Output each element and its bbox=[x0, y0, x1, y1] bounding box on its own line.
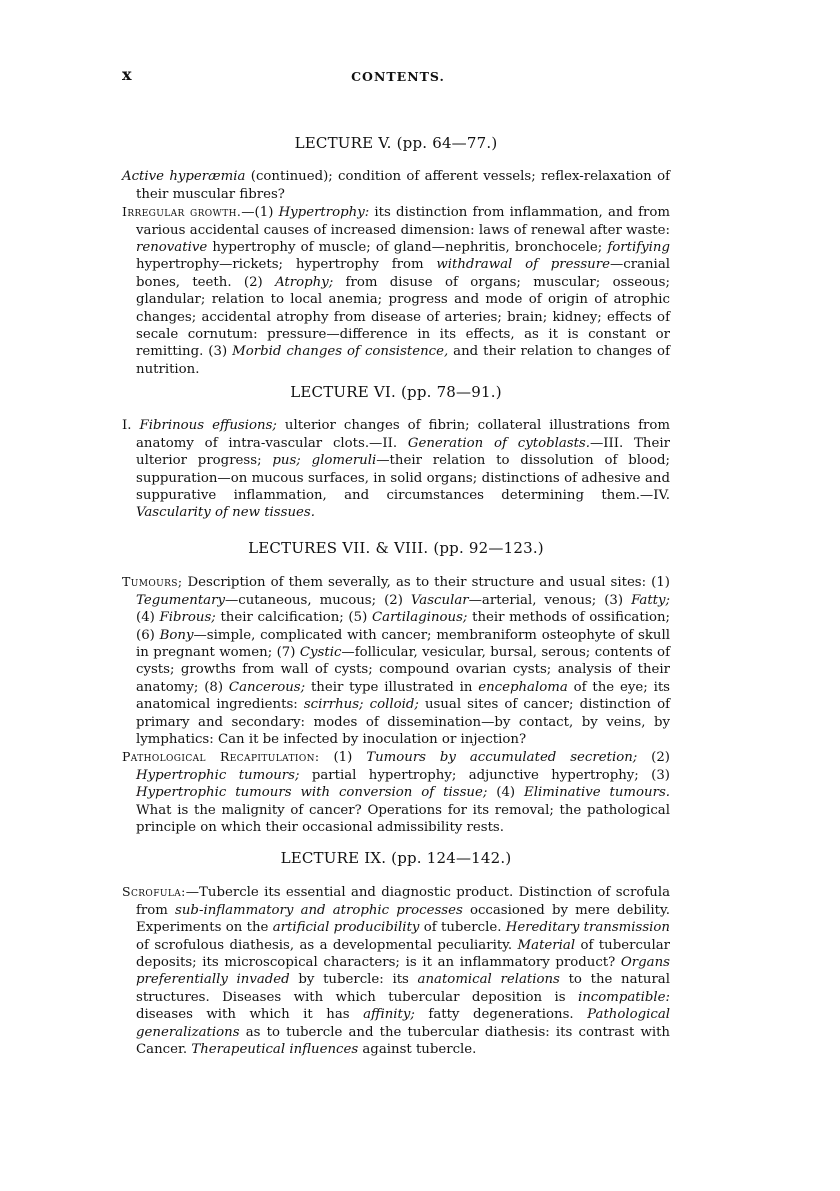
lecture-vii-viii bbox=[122, 540, 670, 837]
italic-text: scirrhus; colloid; bbox=[303, 697, 419, 713]
entry-text: its distinction from inflammation, and from various accidental causes of increased dimension: laws of renewal after waste: bbox=[136, 205, 671, 238]
entry-text: —III. Their ulterior progress; bbox=[136, 435, 670, 469]
lecture-heading: LECTURES VII. & VIII. (pp. 92—123.) bbox=[248, 539, 544, 557]
italic-text: Eliminative tumours. bbox=[524, 785, 671, 801]
entry-text: What is the malignity of cancer? Operations for its removal; the pathological principle on which their occasional admissibility rests. bbox=[136, 802, 670, 836]
italic-text: Tegumentary bbox=[136, 592, 225, 608]
entry-text: occasioned by mere debility. Experiments on the bbox=[136, 902, 670, 936]
entry-text: Description of them severally, as to their structure and usual sites: (1) bbox=[182, 575, 670, 591]
entry-text: of scrofulous diathesis, as a developmental peculiarity. bbox=[136, 937, 518, 953]
italic-text: Cartilaginous; bbox=[371, 610, 468, 626]
entry-text: (continued); condition of afferent vessels; reflex-relaxation of their muscular fibres? bbox=[136, 169, 670, 202]
italic-text: affinity; bbox=[363, 1007, 415, 1023]
italic-text: Atrophy; bbox=[275, 274, 334, 290]
small-caps-heading: Scrofula: bbox=[122, 884, 186, 900]
italic-text: Organs preferentially invaded bbox=[136, 955, 670, 988]
italic-text: Fibrinous effusions; bbox=[139, 418, 277, 434]
entry-text: of tubercle. bbox=[419, 920, 506, 936]
entry-text: I. bbox=[122, 418, 140, 434]
italic-text: artificial producibility bbox=[272, 920, 420, 936]
entry-text: —cutaneous, mucous; (2) bbox=[224, 592, 411, 608]
contents-entry bbox=[122, 417, 670, 521]
entry-text: ulterior changes of fibrin; collateral illustrations from anatomy of intra-vascular clots.—II. bbox=[136, 418, 670, 451]
entry-text: —simple, complicated with cancer; membraniform osteophyte of skull in pregnant women; (7) bbox=[136, 627, 671, 661]
italic-text: incompatible: bbox=[577, 989, 670, 1005]
entry-text: —(1) bbox=[241, 205, 279, 221]
italic-text: Bony bbox=[159, 627, 194, 643]
italic-text: Hypertrophy: bbox=[278, 205, 370, 221]
contents-entry bbox=[122, 748, 670, 836]
italic-text: Cancerous; bbox=[228, 679, 306, 695]
italic-text: Vascular bbox=[410, 592, 469, 608]
italic-text: fortifying bbox=[607, 240, 670, 256]
entry-text: (2) bbox=[637, 750, 670, 766]
italic-text: Fibrous; bbox=[159, 610, 216, 626]
entry-text: hypertrophy of muscle; of gland—nephritis, bronchocele; bbox=[207, 240, 608, 256]
italic-text: Material bbox=[517, 937, 576, 953]
italic-text: Tumours by accumulated secretion; bbox=[366, 750, 638, 766]
entry-text: diseases with which it has bbox=[136, 1007, 364, 1023]
entry-text: their type illustrated in bbox=[305, 679, 479, 695]
italic-text: Fatty; bbox=[631, 592, 670, 608]
entry-text: —arterial, venous; (3) bbox=[468, 592, 632, 608]
italic-text: Vascularity of new tissues. bbox=[136, 505, 315, 521]
entry-text: their methods of ossification; (6) bbox=[136, 610, 670, 643]
italic-text: renovative bbox=[136, 240, 208, 256]
italic-text: encephaloma bbox=[478, 679, 568, 695]
italic-text: pus; glomeruli bbox=[272, 453, 377, 469]
page-number: x bbox=[122, 65, 132, 84]
entry-text: (1) bbox=[319, 750, 367, 766]
entry-text: of the eye; its anatomical ingredients: bbox=[136, 679, 670, 713]
entry-text: their calcification; (5) bbox=[215, 610, 372, 626]
entry-text: (4) bbox=[487, 785, 525, 801]
entry-text: of tubercular deposits; its microscopical characters; is it an inflammatory product? bbox=[136, 937, 670, 971]
entry-text: usual sites of cancer; distinction of primary and secondary: modes of dissemination—by contact, by veins, by lymphatics: Can it be infected by inoculation or injection? bbox=[136, 697, 670, 748]
entry-text: to the natural structures. Diseases with which tubercular deposition is bbox=[136, 972, 670, 1005]
lecture-heading: LECTURE V. (pp. 64—77.) bbox=[294, 134, 498, 152]
contents-entry bbox=[122, 573, 670, 748]
contents-entry bbox=[122, 168, 670, 203]
small-caps-heading: Pathological Recapitulation: bbox=[122, 749, 320, 765]
italic-text: Morbid changes of consistence, bbox=[232, 344, 449, 360]
contents-entry bbox=[122, 883, 670, 1058]
italic-text: Hypertrophic tumours with conversion of tissue; bbox=[136, 785, 488, 801]
italic-text: sub-inflammatory and atrophic processes bbox=[175, 902, 463, 918]
lecture-heading: LECTURE VI. (pp. 78—91.) bbox=[290, 383, 502, 401]
entry-text: —follicular, vesicular, bursal, serous; contents of cysts; growths from wall of cysts; compound ovarian cysts; analysis of their anatomy; (8) bbox=[136, 645, 670, 695]
entry-text: as to tubercle and the tubercular diathesis: its contrast with Cancer. bbox=[136, 1024, 670, 1058]
italic-text: anatomical relations bbox=[417, 972, 560, 988]
entry-text: fatty degenerations. bbox=[414, 1007, 588, 1023]
lecture-ix bbox=[122, 850, 670, 1058]
italic-text: Pathological generalizations bbox=[136, 1007, 671, 1040]
italic-text: Cystic bbox=[299, 645, 342, 661]
entry-text: —their relation to dissolution of blood; suppuration—on mucous surfaces, in solid organs; distinctions of adhesive and suppurative inflammation, and circumstances determining them.—IV. bbox=[136, 453, 671, 504]
entry-text: and their relation to changes of nutrition. bbox=[136, 344, 670, 377]
italic-text: Generation of cytoblasts. bbox=[407, 435, 590, 451]
lecture-vi bbox=[122, 384, 670, 522]
entry-text: hypertrophy—rickets; hypertrophy from bbox=[136, 257, 437, 273]
entry-text: by tubercle: its bbox=[289, 972, 418, 988]
italic-text: withdrawal of pressure bbox=[436, 257, 610, 273]
entry-text: against tubercle. bbox=[358, 1042, 477, 1058]
italic-text: Active hyperæmia bbox=[122, 169, 246, 185]
small-caps-heading: Irregular growth. bbox=[122, 204, 242, 220]
entry-text: partial hypertrophy; adjunctive hypertrophy; (3) bbox=[299, 767, 670, 783]
running-title: CONTENTS. bbox=[351, 69, 445, 84]
entry-text: (4) bbox=[136, 610, 160, 626]
italic-text: Hypertrophic tumours; bbox=[136, 767, 300, 783]
lecture-v bbox=[122, 135, 670, 378]
small-caps-heading: Tumours; bbox=[122, 574, 183, 590]
entry-text: —Tubercle its essential and diagnostic product. Distinction of scrofula from bbox=[136, 885, 670, 918]
lecture-heading: LECTURE IX. (pp. 124—142.) bbox=[280, 849, 512, 867]
italic-text: Therapeutical influences bbox=[191, 1042, 359, 1058]
entry-text: —cranial bones, teeth. (2) bbox=[136, 257, 670, 290]
italic-text: Hereditary transmission bbox=[505, 920, 670, 936]
entry-text: from disuse of organs; muscular; osseous; glandular; relation to local anemia; progress and mode of origin of atrophic changes; accidental atrophy from disease of arteries; brain; kidney; effects of secale cornutum: pressure—difference in its effects, as it is constant or remitting. (3) bbox=[136, 274, 670, 360]
running-head bbox=[122, 66, 674, 86]
contents-entry bbox=[122, 203, 670, 378]
